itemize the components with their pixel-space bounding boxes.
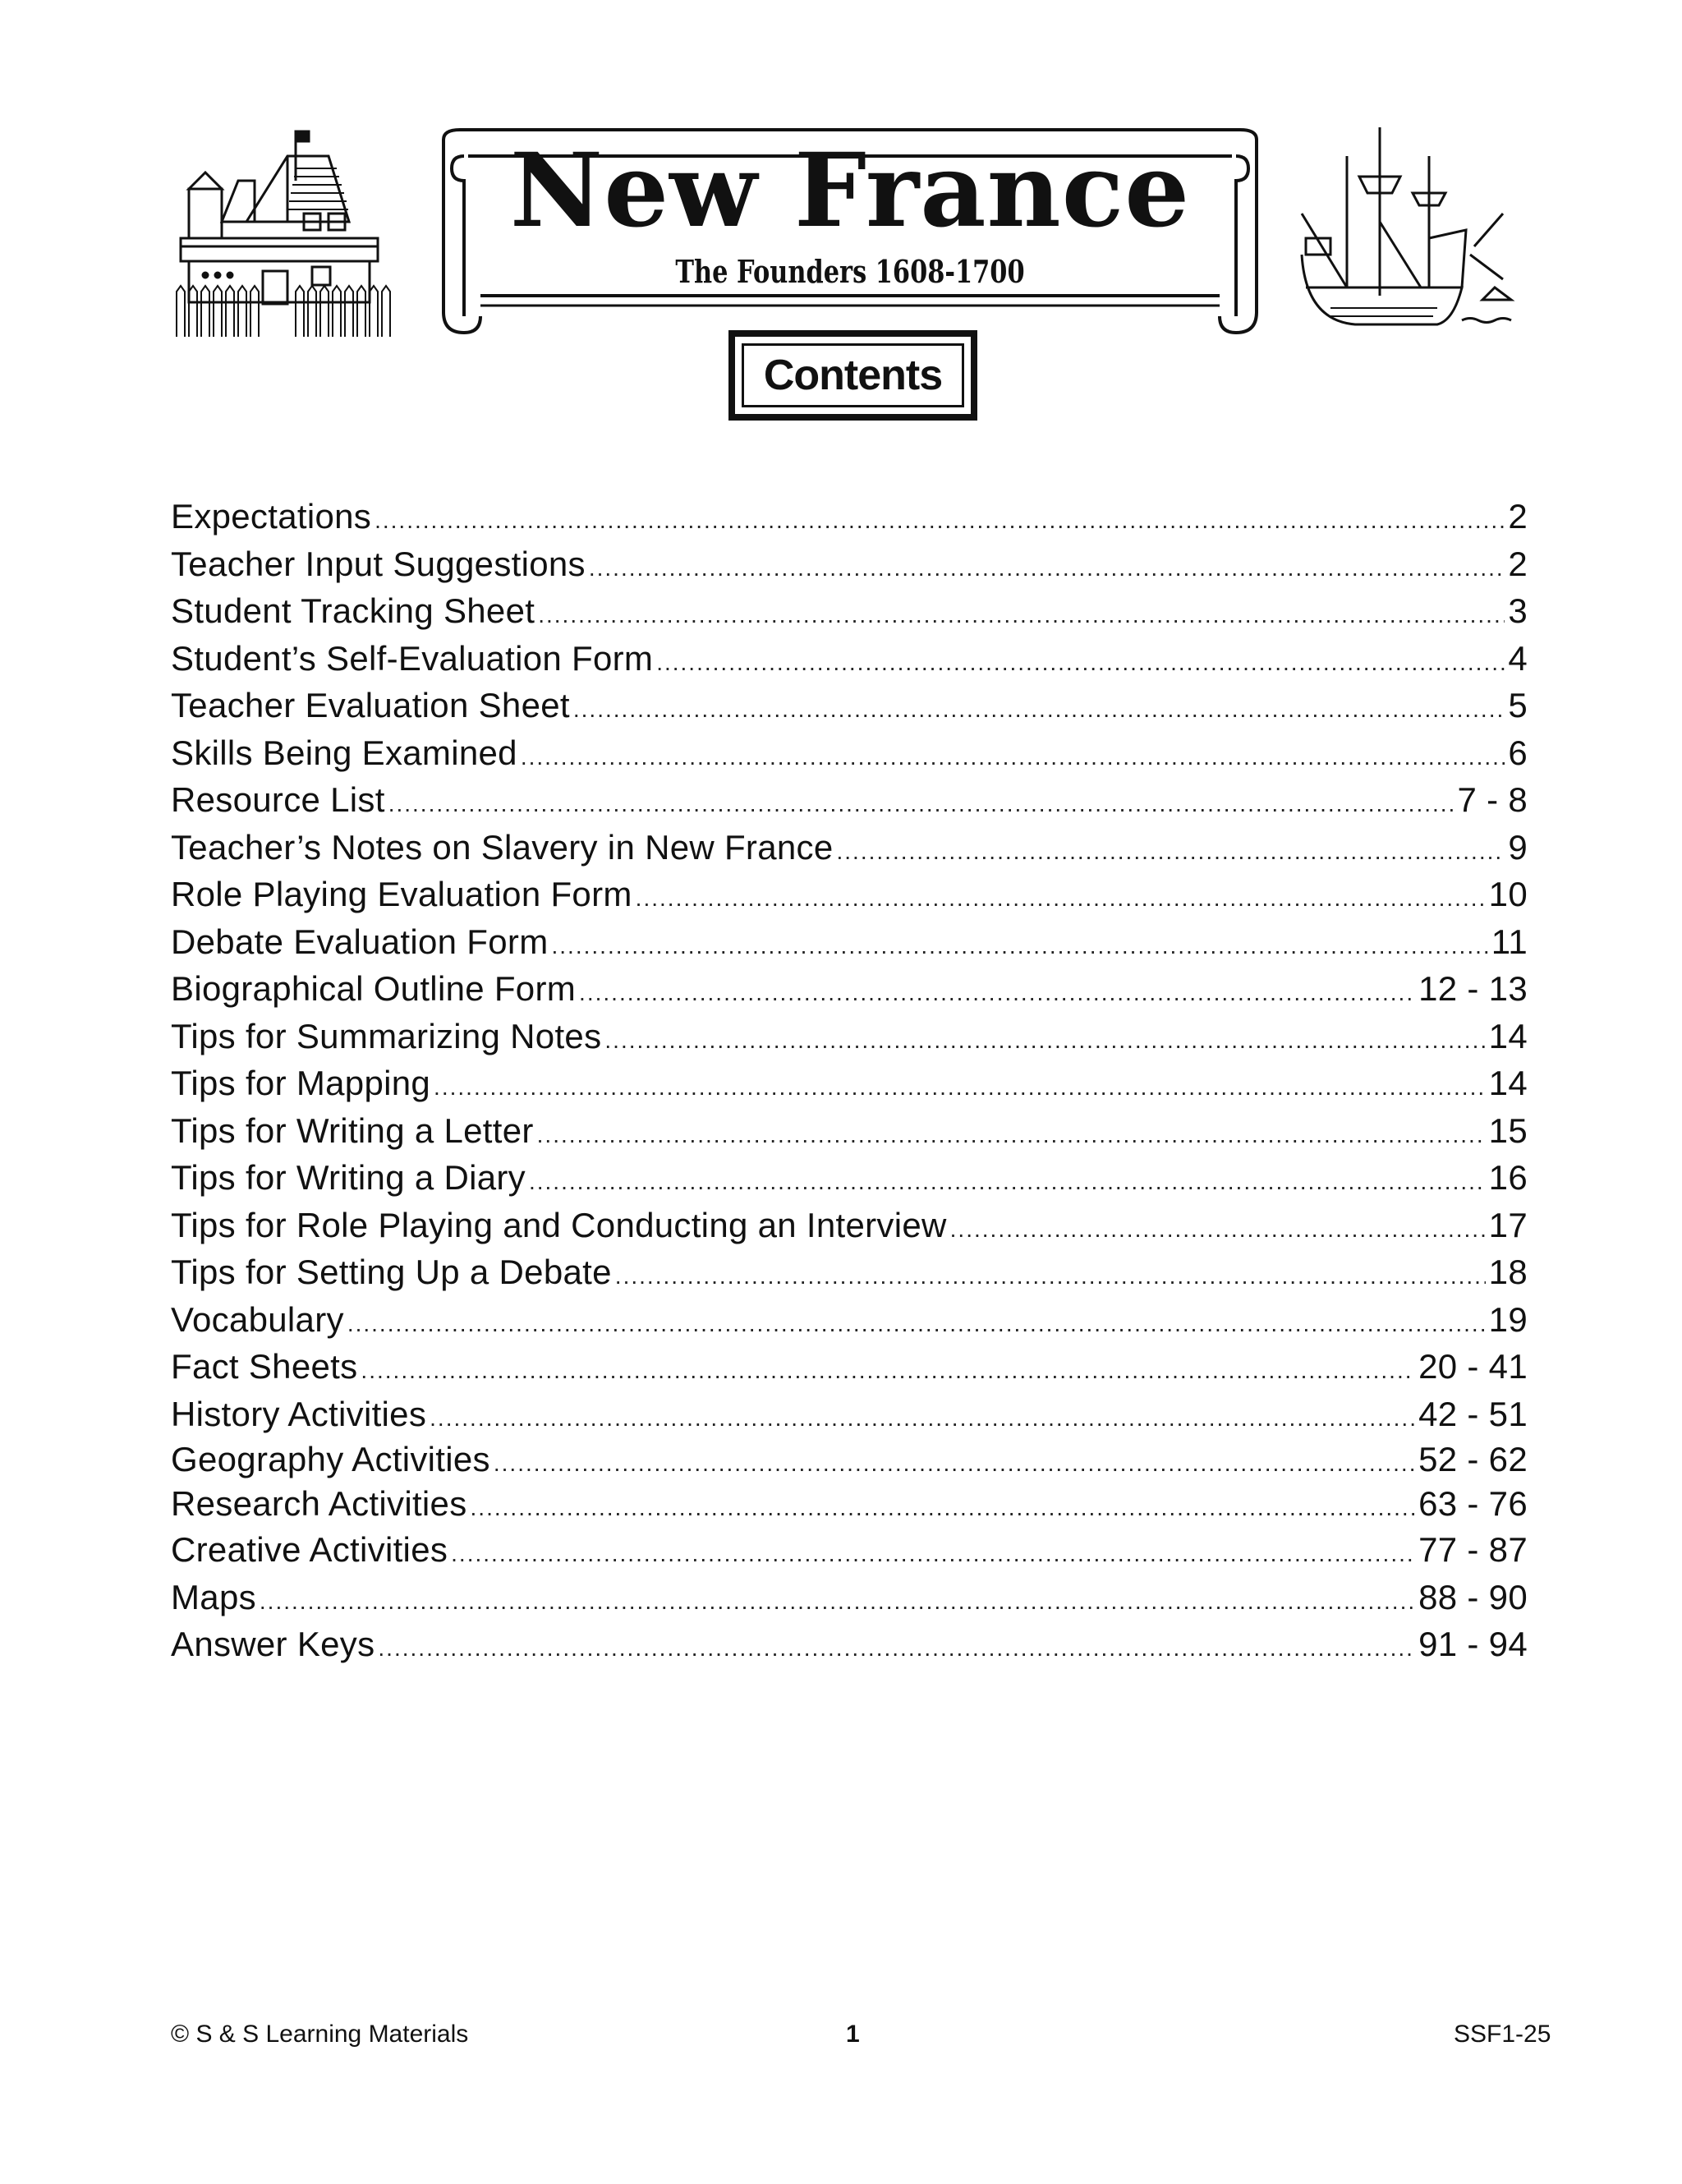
toc-entry[interactable]	[171, 635, 1528, 683]
dot-leader	[552, 922, 1488, 970]
dot-leader	[589, 545, 1505, 592]
dot-leader	[388, 780, 1455, 828]
toc-entry-label: Biographical Outline Form	[171, 969, 577, 1008]
toc-entry[interactable]	[171, 540, 1528, 588]
dot-leader	[361, 1347, 1415, 1395]
page-title: New France	[509, 131, 1191, 251]
toc-entry-page: 15	[1488, 1110, 1528, 1150]
footer-code: SSF1-25	[1454, 2021, 1551, 2048]
toc-entry-label: Role Playing Evaluation Form	[171, 875, 632, 913]
dot-leader	[604, 1017, 1485, 1064]
toc-entry-label: Skills Being Examined	[171, 733, 517, 772]
toc-entry-page: 5	[1508, 686, 1528, 724]
toc-entry-page: 4	[1508, 638, 1528, 678]
toc-entry-label: Resource List	[171, 780, 385, 819]
toc-entry[interactable]	[171, 965, 1528, 1013]
dot-leader	[636, 875, 1486, 922]
toc-entry[interactable]	[171, 1574, 1528, 1621]
toc-entry-label: Teacher Evaluation Sheet	[171, 686, 570, 724]
toc-entry[interactable]	[171, 1482, 1528, 1526]
toc-entry[interactable]	[171, 1296, 1528, 1344]
toc-entry-label: Tips for Writing a Diary	[171, 1158, 526, 1197]
toc-entry-page: 9	[1508, 827, 1528, 867]
toc-entry[interactable]	[171, 1621, 1528, 1668]
fort-icon	[172, 123, 402, 337]
dot-leader	[836, 828, 1505, 876]
toc-entry-page: 12 - 13	[1418, 969, 1528, 1008]
dot-leader	[378, 1625, 1415, 1672]
toc-entry-page: 10	[1488, 875, 1528, 913]
dot-leader	[430, 1395, 1415, 1442]
toc-entry[interactable]	[171, 824, 1528, 871]
toc-entry-label: Maps	[171, 1577, 256, 1616]
toc-entry-label: History Activities	[171, 1394, 427, 1433]
toc-entry[interactable]	[171, 1013, 1528, 1060]
toc-entry-label: Student Tracking Sheet	[171, 591, 535, 630]
toc-entry[interactable]	[171, 776, 1528, 824]
dot-leader	[494, 1441, 1415, 1486]
dot-leader	[347, 1300, 1486, 1348]
page-subtitle: The Founders 1608-1700	[675, 253, 1025, 290]
toc-entry-label: Tips for Setting Up a Debate	[171, 1253, 612, 1291]
dot-leader	[615, 1253, 1486, 1300]
toc-entry-label: Teacher’s Notes on Slavery in New France	[171, 827, 834, 867]
toc-entry-page: 17	[1488, 1205, 1528, 1244]
dot-leader	[451, 1530, 1415, 1578]
toc-entry-page: 2	[1508, 544, 1528, 583]
footer-page-number: 1	[846, 2021, 860, 2048]
toc-entry-label: Expectations	[171, 497, 372, 536]
dot-leader	[260, 1578, 1415, 1625]
toc-entry-page: 20 - 41	[1418, 1347, 1528, 1386]
dot-leader	[529, 1158, 1486, 1206]
dot-leader	[537, 1111, 1486, 1159]
toc-entry[interactable]	[171, 1343, 1528, 1391]
toc-entry-label: Teacher Input Suggestions	[171, 544, 586, 583]
dot-leader	[579, 969, 1415, 1017]
toc-entry-page: 42 - 51	[1418, 1394, 1528, 1433]
toc-entry-page: 77 - 87	[1418, 1530, 1528, 1569]
toc-entry[interactable]	[171, 1154, 1528, 1202]
toc-entry-label: Answer Keys	[171, 1625, 375, 1663]
toc-entry-label: Research Activities	[171, 1484, 467, 1523]
table-of-contents	[171, 493, 1528, 1668]
toc-entry-label: Vocabulary	[171, 1299, 344, 1339]
toc-entry-page: 2	[1508, 497, 1528, 536]
toc-entry[interactable]	[171, 587, 1528, 635]
toc-entry[interactable]	[171, 1060, 1528, 1107]
toc-entry-page: 7 - 8	[1457, 780, 1528, 819]
toc-entry-page: 6	[1508, 733, 1528, 772]
contents-heading-box	[728, 330, 977, 421]
toc-entry-page: 3	[1508, 591, 1528, 630]
dot-leader	[434, 1064, 1486, 1111]
toc-entry-page: 14	[1488, 1016, 1528, 1055]
dot-leader	[950, 1206, 1486, 1253]
toc-entry-page: 16	[1488, 1158, 1528, 1197]
toc-entry[interactable]	[171, 1391, 1528, 1438]
footer-copyright: © S & S Learning Materials	[171, 2021, 469, 2048]
toc-entry-label: Creative Activities	[171, 1530, 448, 1569]
dot-leader	[656, 639, 1505, 687]
toc-entry-label: Fact Sheets	[171, 1347, 358, 1386]
toc-entry[interactable]	[171, 1437, 1528, 1482]
dot-leader	[538, 591, 1505, 639]
toc-entry-label: Student’s Self-Evaluation Form	[171, 638, 654, 678]
toc-entry-label: Geography Activities	[171, 1440, 490, 1478]
toc-entry-page: 52 - 62	[1418, 1440, 1528, 1478]
toc-entry-label: Tips for Writing a Letter	[171, 1110, 534, 1150]
ship-icon	[1298, 123, 1528, 337]
toc-entry-label: Tips for Mapping	[171, 1064, 431, 1102]
dot-leader	[375, 497, 1505, 545]
toc-entry[interactable]	[171, 493, 1528, 540]
toc-entry-page: 91 - 94	[1418, 1625, 1528, 1663]
toc-entry[interactable]	[171, 1526, 1528, 1574]
toc-entry-page: 11	[1491, 922, 1528, 961]
toc-entry-page: 19	[1488, 1299, 1528, 1339]
toc-entry[interactable]	[171, 682, 1528, 729]
dot-leader	[521, 733, 1505, 781]
contents-heading: Contents	[742, 343, 964, 407]
toc-entry-page: 18	[1488, 1253, 1528, 1291]
toc-entry[interactable]	[171, 871, 1528, 918]
toc-entry-label: Tips for Summarizing Notes	[171, 1016, 602, 1055]
dot-leader	[471, 1486, 1416, 1530]
toc-entry[interactable]	[171, 918, 1528, 966]
dot-leader	[573, 686, 1505, 733]
toc-entry-page: 63 - 76	[1418, 1484, 1528, 1523]
toc-entry[interactable]	[171, 729, 1528, 777]
toc-entry[interactable]	[171, 1202, 1528, 1249]
toc-entry-page: 14	[1488, 1064, 1528, 1102]
toc-entry[interactable]	[171, 1107, 1528, 1155]
toc-entry-label: Tips for Role Playing and Conducting an Interview	[171, 1205, 947, 1244]
toc-entry[interactable]	[171, 1248, 1528, 1296]
toc-entry-label: Debate Evaluation Form	[171, 922, 549, 961]
toc-entry-page: 88 - 90	[1418, 1577, 1528, 1616]
